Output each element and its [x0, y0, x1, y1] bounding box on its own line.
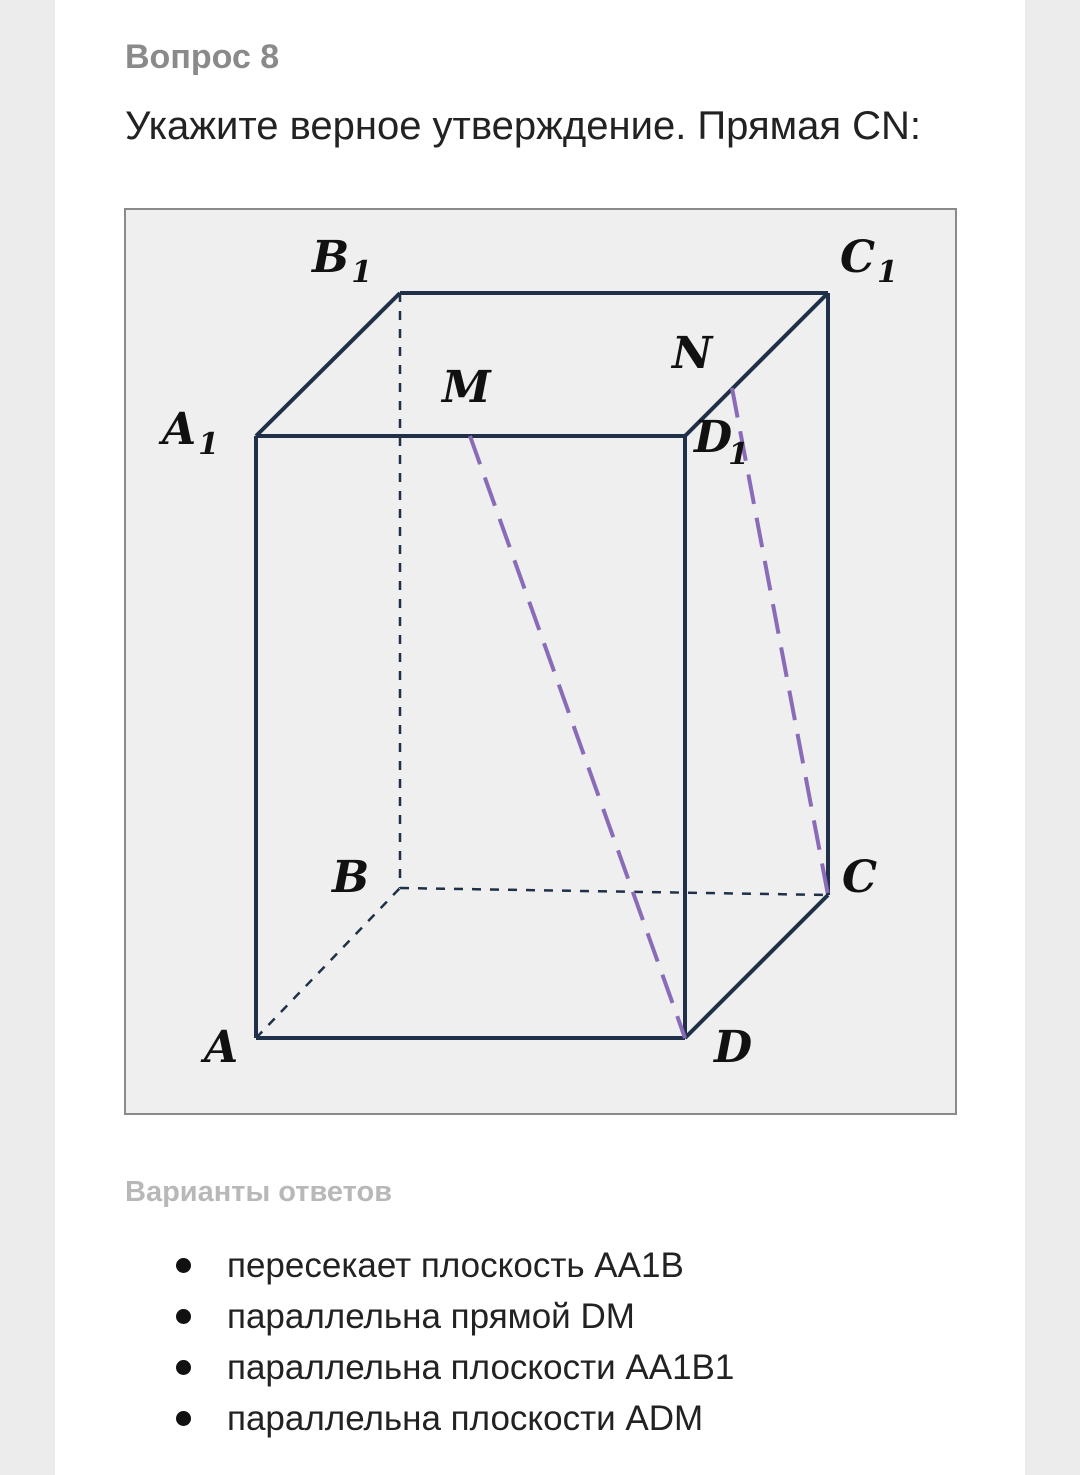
label-C1-sub: 1 — [877, 255, 898, 290]
answer-option-4[interactable] — [170, 1393, 734, 1444]
edge-DC — [685, 895, 828, 1038]
answers-list — [170, 1240, 734, 1444]
answer-option-label: параллельна плоскости АА1В1 — [227, 1348, 735, 1387]
edge-BC — [400, 888, 828, 895]
label-B1-sub: 1 — [351, 255, 373, 290]
bullet-icon — [176, 1309, 191, 1324]
label-D1-sub: 1 — [728, 437, 750, 472]
answer-option-label: параллельна прямой DM — [227, 1297, 635, 1336]
answer-option-2[interactable] — [170, 1291, 734, 1342]
answer-option-label: параллельна плоскости ADM — [227, 1399, 704, 1438]
question-number: Вопрос 8 — [125, 38, 280, 76]
label-A1-sub: 1 — [198, 427, 220, 462]
bullet-icon — [176, 1360, 191, 1375]
label-C: C — [842, 852, 878, 903]
label-A1: A — [162, 404, 197, 455]
svg-text:A1 — [158, 404, 219, 462]
svg-text:B1 — [310, 232, 372, 290]
label-C1: C — [840, 232, 876, 283]
edge-A1B1 — [256, 293, 400, 436]
svg-text:D1 — [692, 412, 749, 472]
label-A: A — [204, 1022, 239, 1073]
svg-text:C1 — [840, 232, 898, 290]
edge-AB — [256, 888, 400, 1038]
prism-diagram — [126, 210, 959, 1117]
bullet-icon — [176, 1411, 191, 1426]
label-M: M — [442, 362, 491, 413]
answer-option-3[interactable] — [170, 1342, 734, 1393]
label-B: B — [332, 852, 370, 903]
answers-title: Варианты ответов — [125, 1176, 393, 1208]
label-D1: D — [694, 412, 733, 463]
bullet-icon — [176, 1258, 191, 1273]
prism-figure — [124, 208, 957, 1115]
segment-MD — [470, 436, 685, 1038]
label-D: D — [714, 1022, 753, 1073]
label-N: N — [672, 328, 713, 379]
answer-option-1[interactable] — [170, 1240, 734, 1291]
label-B1: B — [312, 232, 350, 283]
answer-option-label: пересекает плоскость АА1В — [227, 1246, 684, 1285]
question-text: Укажите верное утверждение. Прямая CN: — [125, 104, 922, 148]
